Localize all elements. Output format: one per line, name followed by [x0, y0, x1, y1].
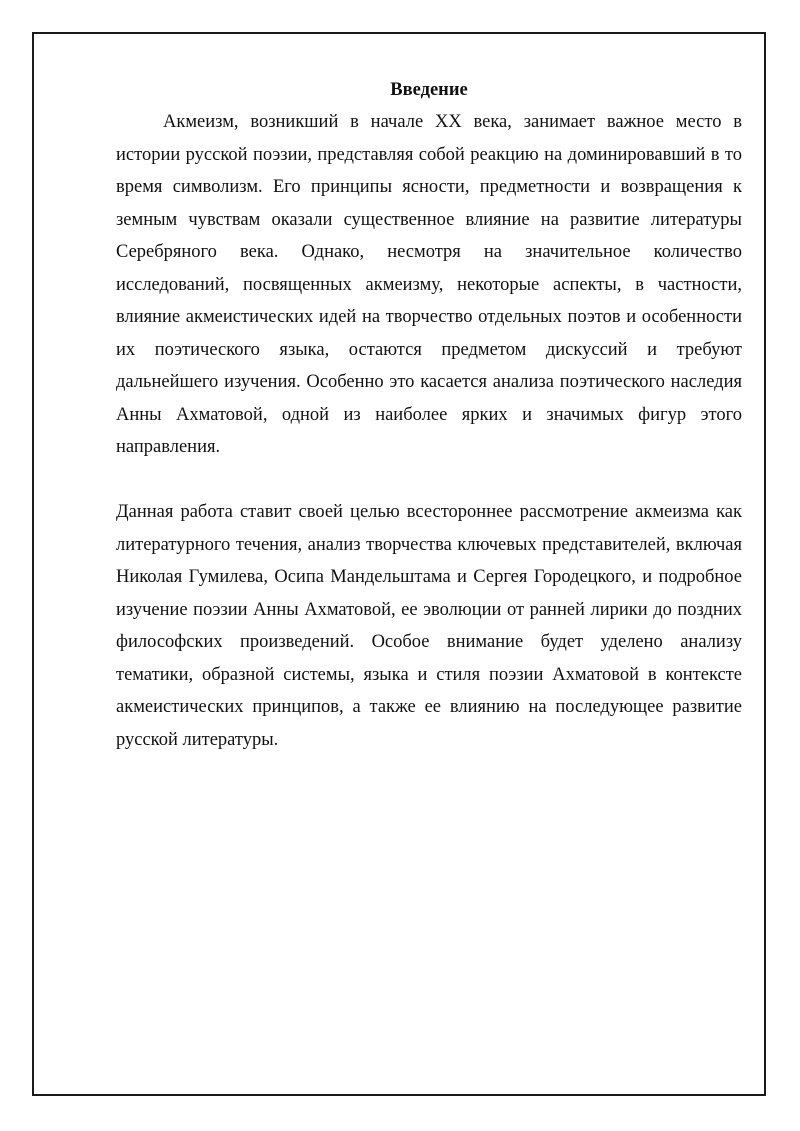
paragraph-spacer — [116, 464, 742, 497]
section-heading: Введение — [390, 80, 468, 100]
paragraph-goal: Данная работа ставит своей целью всестороннее рассмотрение акмеизма как литературного течения, анализ творчества ключевых представителей, включая Николая Гумилева, Осипа Мандельштама и Сергея Городецкого, и подробное изучение поэзии Анны Ахматовой, ее эволюции от ранней лирики до поздних философских произведений. Особое внимание будет уделено анализу тематики, образной системы, языка и стиля поэзии Ахматовой в контексте акмеистических принципов, а также ее влиянию на последующее развитие русской литературы. — [116, 502, 742, 750]
paragraph-intro: Акмеизм, возникший в начале XX века, занимает важное место в истории русской поэзии, представляя собой реакцию на доминировавший в то время символизм. Его принципы ясности, предметности и возвращения к земным чувствам оказали существенное влияние на развитие литературы Серебряного века. Однако, несмотря на значительное количество исследований, посвященных акмеизму, некоторые аспекты, в частности, влияние акмеистических идей на творчество отдельных поэтов и особенности их поэтического языка, остаются предметом дискуссий и требуют дальнейшего изучения. Особенно это касается анализа поэтического наследия Анны Ахматовой, одной из наиболее ярких и значимых фигур этого направления. — [116, 112, 742, 457]
document-body — [116, 74, 742, 756]
